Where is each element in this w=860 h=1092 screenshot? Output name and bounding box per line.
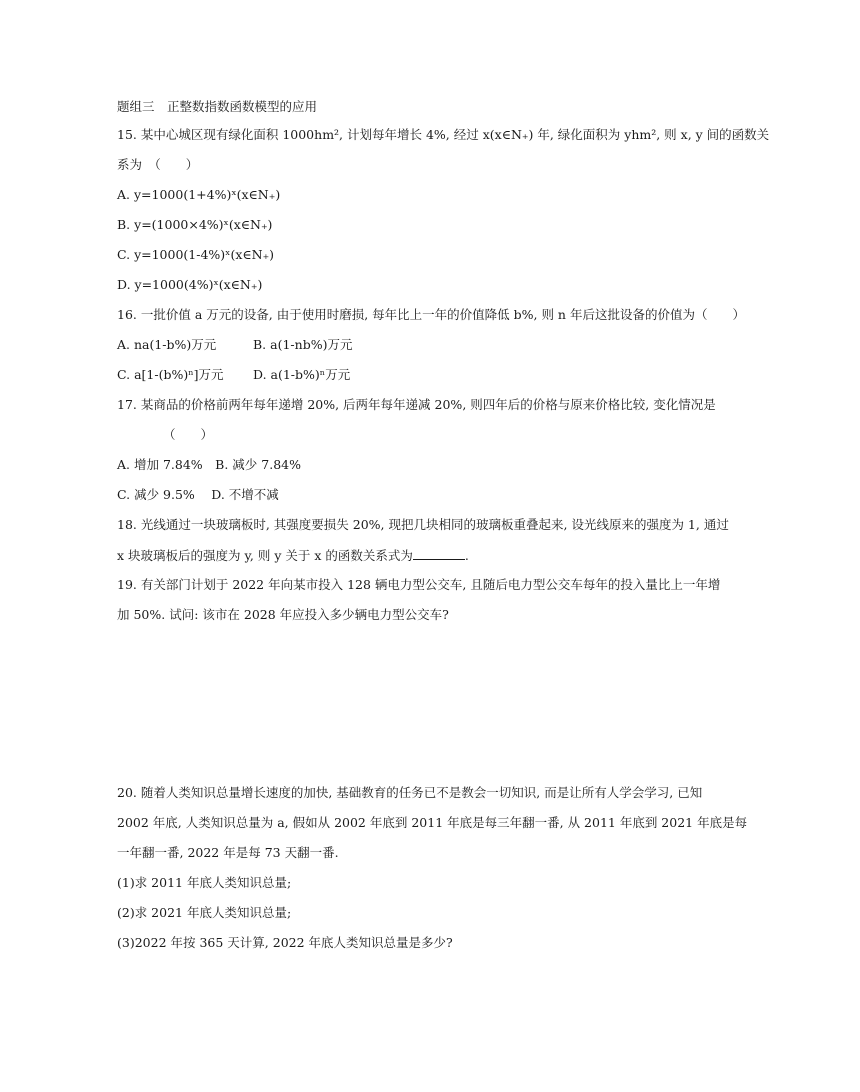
q17-stem-line1: 17. 某商品的价格前两年每年递增 20%, 后两年每年递减 20%, 则四年后的价格与原来价格比较, 变化情况是: [117, 397, 716, 412]
section-title: 题组三 正整数指数函数模型的应用: [117, 99, 318, 114]
q15-option-b: B. y=(1000×4%)ˣ(x∈N₊): [117, 217, 273, 232]
q20-part-2: (2)求 2021 年底人类知识总量;: [117, 905, 292, 920]
q17-options-cd: C. 减少 9.5% D. 不增不减: [117, 487, 279, 502]
q15-option-d: D. y=1000(4%)ˣ(x∈N₊): [117, 277, 263, 292]
q19-stem-line2: 加 50%. 试问: 该市在 2028 年应投入多少辆电力型公交车?: [117, 607, 449, 622]
q17-stem-line2: （ ）: [163, 427, 214, 442]
q16-stem: 16. 一批价值 a 万元的设备, 由于使用时磨损, 每年比上一年的价值降低 b%, 则 n 年后这批设备的价值为（ ）: [117, 307, 745, 322]
q18-stem-line1: 18. 光线通过一块玻璃板时, 其强度要损失 20%, 现把几块相同的玻璃板重叠起来, 设光线原来的强度为 1, 通过: [117, 517, 729, 532]
q15-stem-line1: 15. 某中心城区现有绿化面积 1000hm², 计划每年增长 4%, 经过 x(x∈N₊) 年, 绿化面积为 yhm², 则 x, y 间的函数关: [117, 127, 770, 142]
q16-option-c: C. a[1-(b%)ⁿ]万元: [117, 367, 224, 382]
q16-option-d: D. a(1-b%)ⁿ万元: [253, 367, 351, 382]
q15-option-a: A. y=1000(1+4%)ˣ(x∈N₊): [117, 187, 281, 202]
q20-stem-line3: 一年翻一番, 2022 年是每 73 天翻一番.: [117, 845, 339, 860]
q16-option-b: B. a(1-nb%)万元: [253, 337, 353, 352]
q15-option-c: C. y=1000(1-4%)ˣ(x∈N₊): [117, 247, 275, 262]
q17-options-ab: A. 增加 7.84% B. 减少 7.84%: [117, 457, 301, 472]
q20-stem-line1: 20. 随着人类知识总量增长速度的加快, 基础教育的任务已不是教会一切知识, 而是让所有人学会学习, 已知: [117, 785, 703, 800]
q18-stem-end: .: [464, 548, 469, 563]
q16-option-a: A. na(1-b%)万元: [117, 337, 217, 352]
q18-stem-line2: [117, 547, 469, 564]
q20-stem-line2: 2002 年底, 人类知识总量为 a, 假如从 2002 年底到 2011 年底是每三年翻一番, 从 2011 年底到 2021 年底是每: [117, 815, 748, 830]
q20-part-1: (1)求 2011 年底人类知识总量;: [117, 875, 292, 890]
q15-stem-line2: 系为 （ ）: [117, 157, 199, 172]
q18-stem-text: x 块玻璃板后的强度为 y, 则 y 关于 x 的函数关系式为: [117, 548, 413, 563]
q20-part-3: (3)2022 年按 365 天计算, 2022 年底人类知识总量是多少?: [117, 935, 453, 950]
q18-answer-blank: [413, 547, 465, 560]
q19-stem-line1: 19. 有关部门计划于 2022 年向某市投入 128 辆电力型公交车, 且随后电力型公交车每年的投入量比上一年增: [117, 577, 721, 592]
